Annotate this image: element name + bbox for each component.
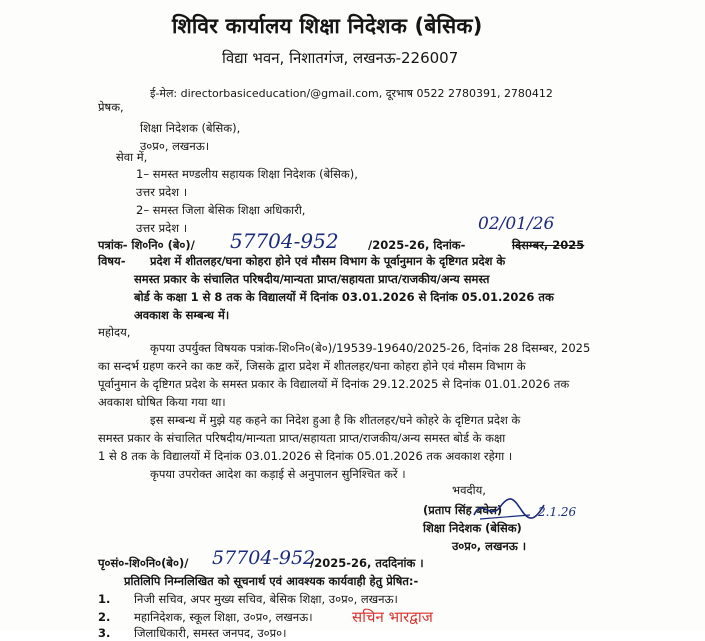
sender-label: प्रेषक,	[98, 100, 124, 114]
paragraph-1-line-2: का सन्दर्भ ग्रहण करने का कष्ट करें, जिसके द्वारा प्रदेश में शीतलहर/घना कोहरा होने एवं मौसम विभाग के	[98, 359, 526, 373]
subject-line-2: समस्त प्रकार के संचालित परिषदीय/मान्यता प्राप्त/सहायता प्राप्त/राजकीय/अन्य समस्त	[134, 272, 490, 286]
signatory-name: (प्रताप सिंह बघेल)	[423, 503, 503, 517]
copy-item-text: महानिदेशक, स्कूल शिक्षा, उ०प्र०, लखनऊ।	[134, 610, 313, 624]
subject-label: विषय-	[98, 254, 126, 268]
recipients-label: सेवा में,	[116, 150, 148, 164]
paragraph-3: कृपया उपरोक्त आदेश का कड़ाई से अनुपालन सुनिश्चित करें ।	[150, 467, 406, 481]
signatory-designation: शिक्षा निदेशक (बेसिक)	[423, 521, 522, 535]
copy-reference-suffix: /2025-26, तददिनांक ।	[310, 556, 424, 570]
paragraph-1-line-3: पूर्वानुमान के दृष्टिगत प्रदेश के समस्त प्रकार के विद्यालयों में दिनांक 29.12.2025 से दिनांक 01.01.2026 तक	[98, 377, 570, 391]
closing: भवदीय,	[452, 483, 486, 497]
paragraph-2-line-1: इस सम्बन्ध में मुझे यह कहने का निदेश हुआ है कि शीतलहर/घने कोहरे के दृष्टिगत प्रदेश के	[150, 413, 521, 427]
paragraph-1-line-1: कृपया उपर्युक्त विषयक पत्रांक-शि०नि०(बे०)/19539-19640/2025-26, दिनांक 28 दिसम्बर, 2025	[150, 341, 591, 355]
office-title: शिविर कार्यालय शिक्षा निदेशक (बेसिक)	[172, 14, 483, 38]
copy-item-number: 2.	[98, 610, 111, 624]
sender-line-2: उ०प्र०, लखनऊ।	[140, 139, 210, 153]
office-address: विद्या भवन, निशातगंज, लखनऊ-226007	[222, 49, 459, 67]
letter-number-handwritten: 57704-952	[230, 229, 339, 253]
copy-item-text: जिलाधिकारी, समस्त जनपद, उ०प्र०।	[134, 626, 287, 640]
letter-date-handwritten: 02/01/26	[478, 214, 555, 234]
copy-number-handwritten: 57704-952	[212, 547, 316, 569]
letter-reference-prefix: पत्रांक- शि०नि० (बे०)/	[98, 238, 195, 252]
copy-item-text: निजी सचिव, अपर मुख्य सचिव, बेसिक शिक्षा, उ०प्र०, लखनऊ।	[134, 592, 398, 606]
recipient-1-line-2: उत्तर प्रदेश ।	[136, 185, 188, 199]
sender-line-1: शिक्षा निदेशक (बेसिक),	[140, 121, 241, 135]
copy-item-number: 1.	[98, 592, 111, 606]
salutation: महोदय,	[98, 325, 131, 339]
recipient-2-line-2: उत्तर प्रदेश ।	[136, 221, 188, 235]
paragraph-1-line-4: अवकाश घोषित किया गया था।	[98, 395, 226, 409]
signatory-place: उ०प्र०, लखनऊ ।	[452, 539, 527, 553]
struck-date-text: दिसम्बर, 2025	[512, 238, 585, 252]
copy-item-number: 3.	[98, 626, 111, 640]
subject-line-1: प्रदेश में शीतलहर/घना कोहरा होने एवं मौसम विभाग के पूर्वानुमान के दृष्टिगत प्रदेश के	[150, 254, 506, 268]
recipient-1-line-1: 1– समस्त मण्डलीय सहायक शिक्षा निदेशक (बेसिक),	[136, 167, 358, 181]
paragraph-2-line-3: 1 से 8 तक के विद्यालयों में दिनांक 03.01.2026 से दिनांक 05.01.2026 तक अवकाश रहेगा ।	[98, 449, 513, 463]
contact-line: ई-मेल: directorbasiceducation/@gmail.com, दूरभाष 0522 2780391, 2780412	[150, 87, 553, 100]
copy-intro: प्रतिलिपि निम्नलिखित को सूचनार्थ एवं आवश्यक कार्यवाही हेतु प्रेषित:-	[124, 574, 419, 588]
paragraph-2-line-2: समस्त प्रकार के संचालित परिषदीय/मान्यता प्राप्त/सहायता प्राप्त/राजकीय/अन्य समस्त बोर्ड के कक्षा	[98, 431, 506, 445]
subject-line-3: बोर्ड के कक्षा 1 से 8 तक के विद्यालयों में दिनांक 03.01.2026 से दिनांक 05.01.2026 तक	[134, 290, 554, 304]
recipient-2-line-1: 2– समस्त जिला बेसिक शिक्षा अधिकारी,	[136, 203, 306, 217]
watermark-name: सचिन भारद्वाज	[352, 608, 433, 626]
letter-reference-suffix: /2025-26, दिनांक-	[368, 238, 466, 252]
signature-date-scribble: 2.1.26	[538, 505, 577, 519]
copy-reference-prefix: पृ०सं०-शि०नि०(बे०)/	[98, 556, 189, 570]
subject-line-4: अवकाश के सम्बन्ध में।	[134, 308, 230, 322]
